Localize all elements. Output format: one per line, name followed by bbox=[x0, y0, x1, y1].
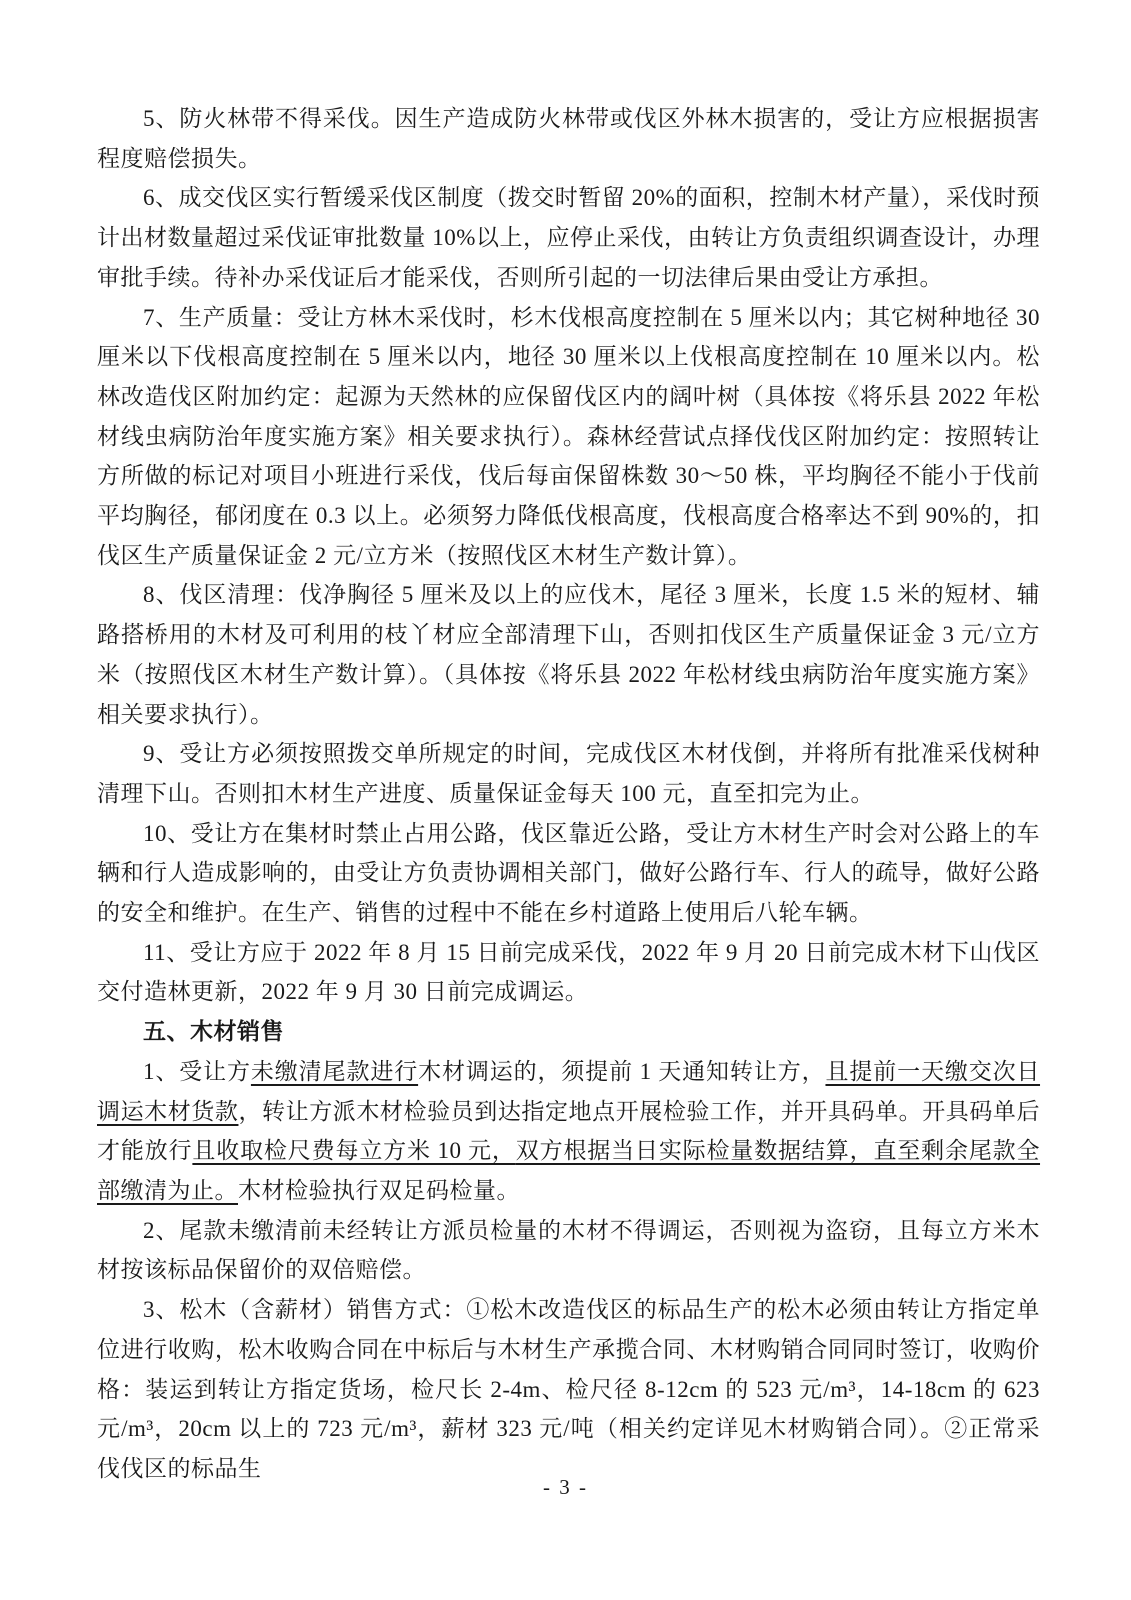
clause-10-road-usage: 10、受让方在集材时禁止占用公路，伐区靠近公路，受让方木材生产时会对公路上的车辆和行人造成影响的，由受让方负责协调相关部门，做好公路行车、行人的疏导，做好公路的安全和维护。在生产、销售的过程中不能在乡村道路上使用后八轮车辆。 bbox=[97, 820, 1040, 926]
sales-clause-1-underline-unpaid-balance: 未缴清尾款进行 bbox=[250, 1058, 419, 1084]
sales-clause-1-underline-scaling-fee: 且收取检尺费每立方米 10 元， bbox=[192, 1138, 516, 1164]
section-heading-timber-sales: 五、木材销售 bbox=[143, 1019, 284, 1045]
sales-clause-1-text: 木材检验执行双足码检量。 bbox=[238, 1177, 520, 1203]
sales-clause-1-text: ，转让方派木材检验员到达指定地点开展检验工作，并开具码单。开具码单后才能放行 bbox=[97, 1098, 1041, 1164]
clause-11-deadlines: 11、受让方应于 2022 年 8 月 15 日前完成采伐，2022 年 9 月 20 日前完成木材下山伐区交付造林更新，2022 年 9 月 30 日前完成调运。 bbox=[97, 939, 1040, 1005]
page-number: - 3 - bbox=[543, 1475, 588, 1499]
sales-clause-3: 3、松木（含薪材）销售方式：①松木改造伐区的标品生产的松木必须由转让方指定单位进行收购，松木收购合同在中标后与木材生产承揽合同、木材购销合同同时签订，收购价格：装运到转让方指定货场，检尺长 2-4m、检尺径 8-12cm 的 523 元/m³，14-18cm 的 623 元/m³，20cm 以上的 723 元/m³，薪材 323 元/吨（相关约定详见木材购销合同）。②正常采伐伐区的标品生 bbox=[97, 1297, 1040, 1481]
sales-clause-1-underline-settlement: 双方根据当日实际检量数据结算，直至剩余尾款全部缴清为止。 bbox=[97, 1138, 1041, 1203]
sales-clause-1-text: 木材调运的，须提前 1 天通知转让方， bbox=[418, 1058, 826, 1084]
clause-5-fire-belt: 5、防火林带不得采伐。因生产造成防火林带或伐区外林木损害的，受让方应根据损害程度赔偿损失。 bbox=[97, 106, 1040, 171]
clause-8-site-clearing: 8、伐区清理：伐净胸径 5 厘米及以上的应伐木，尾径 3 厘米，长度 1.5 米的短材、辅路搭桥用的木材及可利用的枝丫材应全部清理下山，否则扣伐区生产质量保证金 3 元/立方米（按照伐区木材生产数计算）。（具体按《将乐县 2022 年松材线虫病防治年度实施方案》相关要求执行）。 bbox=[97, 582, 1041, 727]
clause-9-schedule-deposit: 9、受让方必须按照拨交单所规定的时间，完成伐区木材伐倒，并将所有批准采伐树种清理下山。否则扣木材生产进度、质量保证金每天 100 元，直至扣完为止。 bbox=[97, 741, 1040, 806]
sales-clause-2: 2、尾款未缴清前未经转让方派员检量的木材不得调运，否则视为盗窃，且每立方米木材按该标品保留价的双倍赔偿。 bbox=[97, 1217, 1040, 1283]
document-body bbox=[97, 99, 1040, 1489]
sales-clause-1 bbox=[97, 1052, 1040, 1211]
sales-clause-1-underline-prepay-next-day: 且提前一天缴交次日调运木材货款 bbox=[97, 1058, 1041, 1124]
clause-7-production-quality: 7、生产质量：受让方林木采伐时，杉木伐根高度控制在 5 厘米以内；其它树种地径 30 厘米以下伐根高度控制在 5 厘米以内，地径 30 厘米以上伐根高度控制在 10 厘米以内。松林改造伐区附加约定：起源为天然林的应保留伐区内的阔叶树（具体按《将乐县 2022 年松材线虫病防治年度实施方案》相关要求执行）。森林经营试点择伐伐区附加约定：按照转让方所做的标记对项目小班进行采伐，伐后每亩保留株数 30～50 株，平均胸径不能小于伐前平均胸径，郁闭度在 0.3 以上。必须努力降低伐根高度，伐根高度合格率达不到 90%的，扣伐区生产质量保证金 2 元/立方米（按照伐区木材生产数计算）。 bbox=[97, 304, 1040, 568]
clause-6-deferred-cutting: 6、成交伐区实行暂缓采伐区制度（拨交时暂留 20%的面积，控制木材产量），采伐时预计出材数量超过采伐证审批数量 10%以上，应停止采伐，由转让方负责组织调查设计，办理审批手续。待补办采伐证后才能采伐，否则所引起的一切法律后果由受让方承担。 bbox=[97, 185, 1040, 290]
sales-clause-1-text: 1、受让方 bbox=[143, 1058, 251, 1084]
